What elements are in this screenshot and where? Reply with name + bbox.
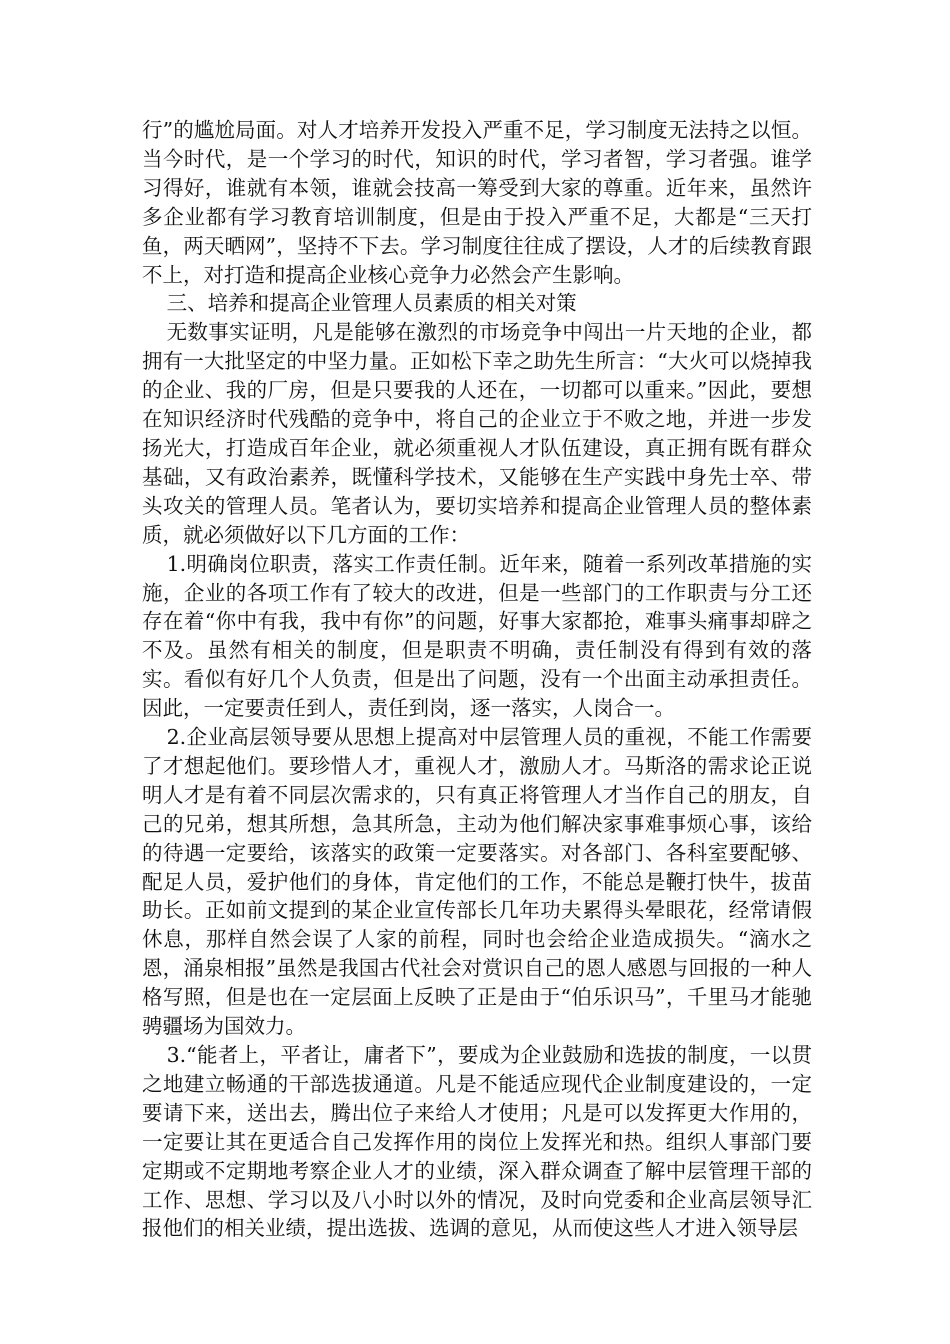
- document-page: [142, 116, 812, 1243]
- paragraph-intro: 无数事实证明，凡是能够在激烈的市场竞争中闯出一片天地的企业，都拥有一大批坚定的中坚力量。正如松下幸之助先生所言：“大火可以烧掉我的企业、我的厂房，但是只要我的人还在，一切都可以重来。”因此，要想在知识经济时代残酷的竞争中，将自己的企业立于不败之地，并进一步发扬光大，打造成百年企业，就必须重视人才队伍建设，真正拥有既有群众基础，又有政治素养，既懂科学技术，又能够在生产实践中身先士卒、带头攻关的管理人员。笔者认为，要切实培养和提高企业管理人员的整体素质，就必须做好以下几方面的工作：: [142, 320, 812, 547]
- section-heading: 三、培养和提高企业管理人员素质的相关对策: [166, 291, 577, 316]
- paragraph-item-3: 3.“能者上，平者让，庸者下”，要成为企业鼓励和选拔的制度，一以贯之地建立畅通的干部选拔通道。凡是不能适应现代企业制度建设的，一定要请下来，送出去，腾出位子来给人才使用；凡是可以发挥更大作用的，一定要让其在更适合自己发挥作用的岗位上发挥光和热。组织人事部门要定期或不定期地考察企业人才的业绩，深入群众调查了解中层管理干部的工作、思想、学习以及八小时以外的情况，及时向党委和企业高层领导汇报他们的相关业绩，提出选拔、选调的意见，从而使这些人才进入领导层: [142, 1043, 812, 1241]
- paragraph-item-1: 1.明确岗位职责，落实工作责任制。近年来，随着一系列改革措施的实施，企业的各项工作有了较大的改进，但是一些部门的工作职责与分工还存在着“你中有我，我中有你”的问题，好事大家都抢，难事头痛事却辟之不及。虽然有相关的制度，但是职责不明确，责任制没有得到有效的落实。看似有好几个人负责，但是出了问题，没有一个出面主动承担责任。因此，一定要责任到人，责任到岗，逐一落实，人岗合一。: [142, 551, 812, 721]
- paragraph-item-2: 2.企业高层领导要从思想上提高对中层管理人员的重视，不能工作需要了才想起他们。要珍惜人才，重视人才，激励人才。马斯洛的需求论正说明人才是有着不同层次需求的，只有真正将管理人才当作自己的朋友，自己的兄弟，想其所想，急其所急，主动为他们解决家事难事烦心事，该给的待遇一定要给，该落实的政策一定要落实。对各部门、各科室要配够、配足人员，爱护他们的身体，肯定他们的工作，不能总是鞭打快牛，拔苗助长。正如前文提到的某企业宣传部长几年功夫累得头晕眼花，经常请假休息，那样自然会误了人家的前程，同时也会给企业造成损失。“滴水之恩，涌泉相报”虽然是我国古代社会对赏识自己的恩人感恩与回报的一种人格写照，但是也在一定层面上反映了正是由于“伯乐识马”，千里马才能驰骋疆场为国效力。: [142, 725, 812, 1039]
- paragraph-continuation: 行”的尴尬局面。对人才培养开发投入严重不足，学习制度无法持之以恒。当今时代，是一个学习的时代，知识的时代，学习者智，学习者强。谁学习得好，谁就有本领，谁就会技高一筹受到大家的尊重。近年来，虽然许多企业都有学习教育培训制度，但是由于投入严重不足，大都是“三天打鱼，两天晒网”，坚持不下去。学习制度往往成了摆设，人才的后续教育跟不上，对打造和提高企业核心竞争力必然会产生影响。: [142, 118, 812, 287]
